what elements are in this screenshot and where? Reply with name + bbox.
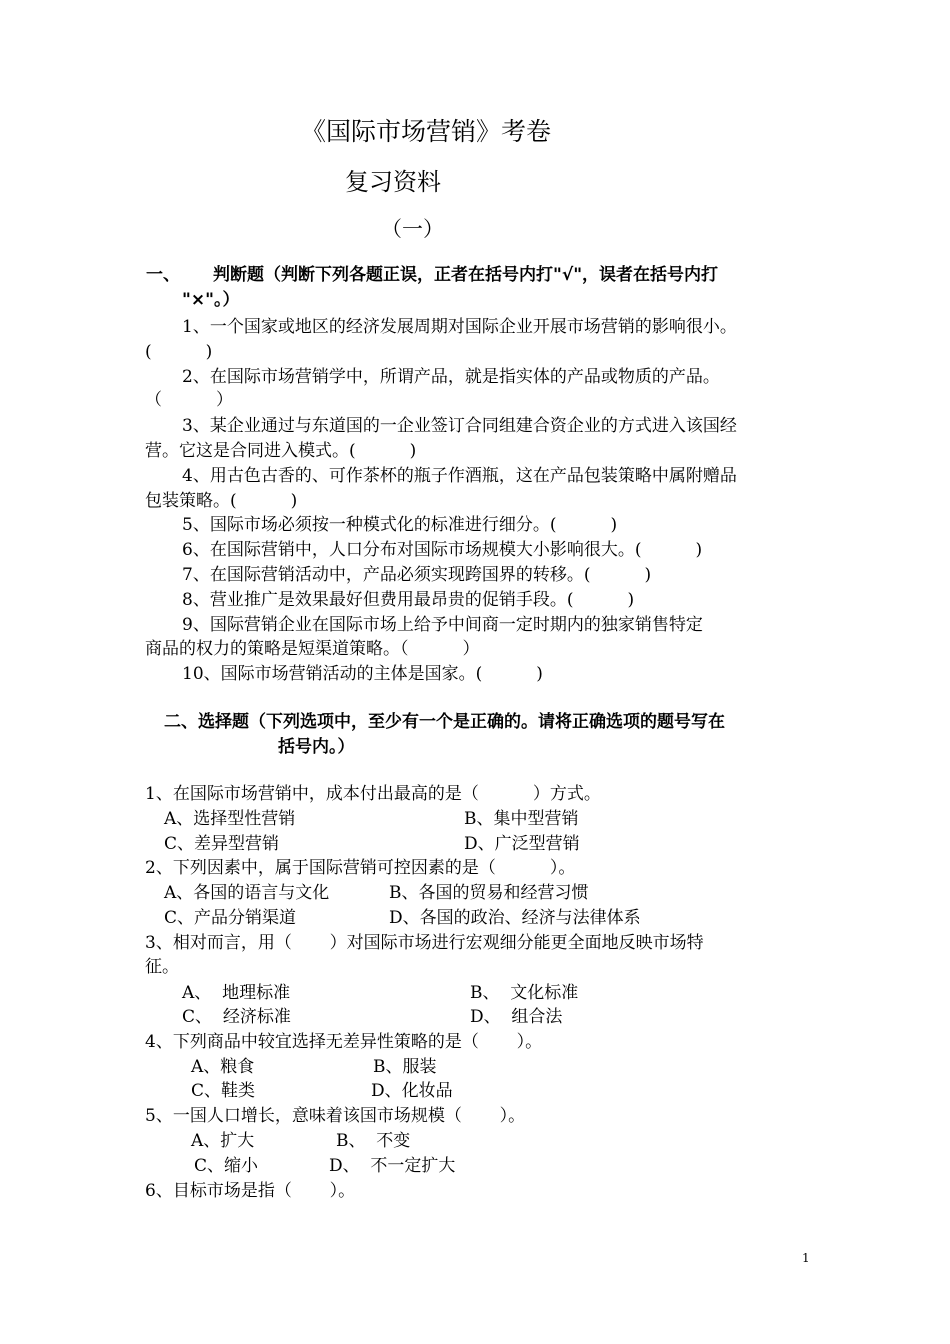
mc-q1-option-d: D、广泛型营销	[464, 834, 580, 854]
page-number: 1	[802, 1251, 810, 1265]
mc-question-4: 4、下列商品中较宜选择无差异性策略的是（ ）。	[145, 1032, 543, 1052]
mc-q4-option-b: B、服装	[373, 1057, 437, 1077]
mc-q4-option-c: C、鞋类	[191, 1081, 256, 1101]
mc-q2-option-c: C、产品分销渠道	[164, 908, 297, 928]
mc-q3-option-b: B、 文化标准	[470, 983, 579, 1003]
mc-question-3-cont: 征。	[145, 957, 179, 977]
tf-item-1: 1、一个国家或地区的经济发展周期对国际企业开展市场营销的影响很小。	[182, 317, 737, 337]
mc-q4-option-d: D、化妆品	[371, 1081, 453, 1101]
tf-item-8: 8、营业推广是效果最好但费用最昂贵的促销手段。( )	[182, 590, 635, 610]
tf-item-1-answer: ( )	[145, 342, 213, 362]
mc-q2-option-a: A、各国的语言与文化	[164, 883, 330, 903]
mc-q2-option-b: B、各国的贸易和经营习惯	[389, 883, 589, 903]
mc-q3-option-d: D、 组合法	[470, 1007, 563, 1027]
mc-q3-option-c: C、 经济标准	[182, 1007, 291, 1027]
tf-item-10: 10、国际市场营销活动的主体是国家。( )	[182, 664, 543, 684]
doc-subtitle: 复习资料	[345, 168, 441, 196]
tf-item-2-answer: （ ）	[145, 390, 234, 410]
tf-item-4-cont: 包装策略。( )	[145, 491, 298, 511]
mc-q5-option-a: A、扩大	[191, 1131, 255, 1151]
section1-heading-cont: "×"。）	[182, 290, 240, 310]
mc-question-6: 6、目标市场是指（ ）。	[145, 1181, 356, 1201]
doc-title: 《国际市场营销》考卷	[301, 117, 552, 146]
tf-item-5: 5、国际市场必须按一种模式化的标准进行细分。( )	[182, 515, 618, 535]
mc-q2-option-d: D、各国的政治、经济与法律体系	[389, 908, 641, 928]
tf-item-9: 9、国际营销企业在国际市场上给予中间商一定时期内的独家销售特定	[182, 615, 703, 635]
tf-item-6: 6、在国际营销中，人口分布对国际市场规模大小影响很大。( )	[182, 540, 703, 560]
tf-item-2: 2、在国际市场营销学中，所谓产品，就是指实体的产品或物质的产品。	[182, 367, 720, 387]
mc-question-3: 3、相对而言，用（ ）对国际市场进行宏观细分能更全面地反映市场特	[145, 933, 704, 953]
mc-question-1: 1、在国际市场营销中，成本付出最高的是（ ）方式。	[145, 784, 601, 804]
tf-item-3-cont: 营。它这是合同进入模式。( )	[145, 441, 417, 461]
section1-heading: 判断题（判断下列各题正误，正者在括号内打"√"，误者在括号内打	[213, 265, 719, 285]
section2-heading-cont: 括号内。）	[278, 737, 355, 757]
mc-q1-option-a: A、选择型性营销	[164, 809, 296, 829]
mc-question-2: 2、下列因素中，属于国际营销可控因素的是（ ）。	[145, 858, 576, 878]
section1-number: 一、	[146, 265, 180, 285]
tf-item-4: 4、用古色古香的、可作茶杯的瓶子作酒瓶，这在产品包装策略中属附赠品	[182, 466, 737, 486]
tf-item-9-cont: 商品的权力的策略是短渠道策略。（ ）	[145, 639, 480, 659]
tf-item-3: 3、某企业通过与东道国的一企业签订合同组建合资企业的方式进入该国经	[182, 416, 737, 436]
doc-part-label: （一）	[381, 217, 444, 241]
section2-heading: 二、选择题（下列选项中，至少有一个是正确的。请将正确选项的题号写在	[164, 712, 725, 732]
mc-q1-option-c: C、差异型营销	[164, 834, 280, 854]
tf-item-7: 7、在国际营销活动中，产品必须实现跨国界的转移。( )	[182, 565, 652, 585]
mc-q5-option-d: D、 不一定扩大	[329, 1156, 456, 1176]
mc-q3-option-a: A、 地理标准	[182, 983, 291, 1003]
mc-question-5: 5、一国人口增长，意味着该国市场规模（ ）。	[145, 1106, 526, 1126]
mc-q4-option-a: A、粮食	[191, 1057, 255, 1077]
mc-q5-option-c: C、缩小	[194, 1156, 259, 1176]
mc-q1-option-b: B、集中型营销	[464, 809, 579, 829]
mc-q5-option-b: B、 不变	[336, 1131, 411, 1151]
